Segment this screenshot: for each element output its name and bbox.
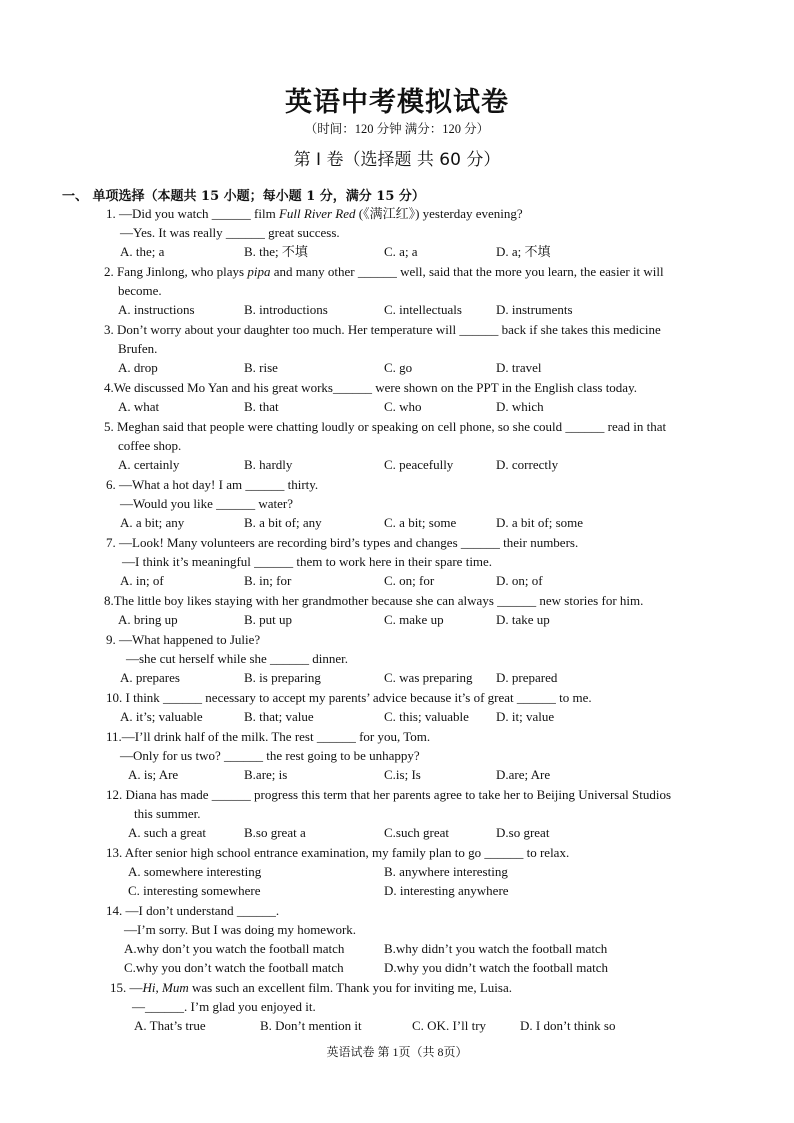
question-10-options bbox=[0, 707, 794, 726]
question-13-stem: 13. After senior high school entrance examination, my family plan to go ______ to relax. bbox=[106, 845, 570, 860]
question-5-options bbox=[0, 455, 794, 474]
question-5-stem: 5. Meghan said that people were chatting loudly or speaking on cell phone, so she could ______ read in that bbox=[104, 419, 667, 434]
option-c: C. OK. I’ll try bbox=[412, 1018, 487, 1033]
question-2-stem: 2. Fang Jinlong, who plays pipa and many other ______ well, said that the more you learn, the easier it will bbox=[104, 264, 664, 279]
option-b: B. rise bbox=[244, 360, 278, 375]
option-c: C. intellectuals bbox=[384, 302, 462, 317]
option-d: D.so great bbox=[496, 825, 550, 840]
question-1-stem: 1. —Did you watch ______ film Full River Red (《满江红》) yesterday evening? bbox=[106, 206, 523, 221]
pipa-term: pipa bbox=[247, 264, 271, 279]
question-9-options bbox=[0, 668, 794, 687]
option-b: B.are; is bbox=[244, 767, 288, 782]
question-1-options bbox=[0, 242, 794, 261]
option-a: A. certainly bbox=[118, 457, 180, 472]
question-9-line2: —she cut herself while she ______ dinner. bbox=[126, 651, 349, 666]
option-d: D. correctly bbox=[496, 457, 559, 472]
option-a: A. it’s; valuable bbox=[120, 709, 203, 724]
option-d: D. a bit of; some bbox=[496, 515, 584, 530]
option-b: B. put up bbox=[244, 612, 293, 627]
option-a: A. drop bbox=[118, 360, 158, 375]
option-c: C. a bit; some bbox=[384, 515, 457, 530]
question-13-options-row1 bbox=[0, 862, 794, 881]
question-4-stem: 4.We discussed Mo Yan and his great works______ were shown on the PPT in the English class today. bbox=[104, 380, 637, 395]
option-b: B. introductions bbox=[244, 302, 328, 317]
option-c: C. this; valuable bbox=[384, 709, 469, 724]
option-b: B. in; for bbox=[244, 573, 292, 588]
volume-heading: 第 I 卷（选择题 共 60 分） bbox=[293, 150, 501, 170]
option-d: D. on; of bbox=[496, 573, 543, 588]
question-12-options bbox=[0, 823, 794, 842]
option-c: C.such great bbox=[384, 825, 449, 840]
question-14-options-row1 bbox=[0, 939, 794, 958]
option-d: D. take up bbox=[496, 612, 550, 627]
option-b: B. a bit of; any bbox=[244, 515, 322, 530]
option-c: C. go bbox=[384, 360, 413, 375]
question-3-line2: Brufen. bbox=[118, 341, 158, 356]
question-14-options-row2 bbox=[0, 958, 794, 977]
option-c: C. peacefully bbox=[384, 457, 454, 472]
option-d: D.why you didn’t watch the football match bbox=[384, 960, 608, 975]
section-heading: 一、 单项选择（本题共 15 小题；每小题 1 分，满分 15 分） bbox=[62, 189, 425, 204]
question-7-line2: —I think it’s meaningful ______ them to work here in their spare time. bbox=[122, 554, 493, 569]
option-c: C. on; for bbox=[384, 573, 435, 588]
question-7-options bbox=[0, 571, 794, 590]
option-b: B.why didn’t you watch the football match bbox=[384, 941, 608, 956]
question-10-stem: 10. I think ______ necessary to accept my parents’ advice because it’s of great ______ to me. bbox=[106, 690, 592, 705]
question-8-options bbox=[0, 610, 794, 629]
option-c: C. who bbox=[384, 399, 422, 414]
question-15-options bbox=[0, 1016, 794, 1035]
option-b: B. hardly bbox=[244, 457, 293, 472]
exam-time-score: （时间：120 分钟 满分：120 分） bbox=[304, 122, 490, 136]
option-c: C.is; Is bbox=[384, 767, 421, 782]
question-5-line2: coffee shop. bbox=[118, 438, 182, 453]
option-a: A. is; Are bbox=[128, 767, 179, 782]
question-12-stem: 12. Diana has made ______ progress this term that her parents agree to take her to Beijing Universal Studios bbox=[106, 787, 671, 802]
option-a: A. prepares bbox=[120, 670, 180, 685]
option-b: B. that; value bbox=[244, 709, 314, 724]
question-14-line2: —I’m sorry. But I was doing my homework. bbox=[124, 922, 357, 937]
option-a: A. instructions bbox=[118, 302, 195, 317]
option-b: B. anywhere interesting bbox=[384, 864, 508, 879]
question-15-line2: —______. I’m glad you enjoyed it. bbox=[132, 999, 316, 1014]
question-13-options-row2 bbox=[0, 881, 794, 900]
film-title: Full River Red bbox=[278, 206, 356, 221]
question-7-stem: 7. —Look! Many volunteers are recording bird’s types and changes ______ their numbers. bbox=[106, 535, 579, 550]
question-11-line2: —Only for us two? ______ the rest going to be unhappy? bbox=[120, 748, 420, 763]
question-6-line2: —Would you like ______ water? bbox=[120, 496, 293, 511]
option-a: A. what bbox=[118, 399, 160, 414]
question-11-options bbox=[0, 765, 794, 784]
question-4-options bbox=[0, 397, 794, 416]
option-b: B. Don’t mention it bbox=[260, 1018, 362, 1033]
question-6-stem: 6. —What a hot day! I am ______ thirty. bbox=[106, 477, 319, 492]
option-d: D. interesting anywhere bbox=[384, 883, 509, 898]
option-d: D. a; 不填 bbox=[496, 244, 551, 259]
option-d: D.are; Are bbox=[496, 767, 551, 782]
option-a: A. the; a bbox=[120, 244, 165, 259]
option-c: C. interesting somewhere bbox=[128, 883, 261, 898]
option-a: A. That’s true bbox=[134, 1018, 206, 1033]
option-b: B. that bbox=[244, 399, 279, 414]
option-d: D. I don’t think so bbox=[520, 1018, 616, 1033]
option-b: B. the; 不填 bbox=[244, 244, 308, 259]
option-a: A. in; of bbox=[120, 573, 164, 588]
option-a: A. such a great bbox=[128, 825, 206, 840]
option-d: D. travel bbox=[496, 360, 542, 375]
exam-title: 英语中考模拟试卷 bbox=[285, 87, 509, 118]
question-15-stem: 15. —Hi, Mum was such an excellent film. Thank you for inviting me, Luisa. bbox=[110, 980, 512, 995]
option-a: A.why don’t you watch the football match bbox=[124, 941, 345, 956]
option-a: A. bring up bbox=[118, 612, 178, 627]
option-a: A. a bit; any bbox=[120, 515, 185, 530]
question-12-line2: this summer. bbox=[134, 806, 201, 821]
question-3-stem: 3. Don’t worry about your daughter too much. Her temperature will ______ back if she takes this medicine bbox=[104, 322, 661, 337]
option-d: D. prepared bbox=[496, 670, 558, 685]
option-c: C. was preparing bbox=[384, 670, 473, 685]
question-2-options bbox=[0, 300, 794, 319]
option-a: A. somewhere interesting bbox=[128, 864, 262, 879]
question-9-stem: 9. —What happened to Julie? bbox=[106, 632, 261, 647]
option-d: D. which bbox=[496, 399, 544, 414]
question-6-options bbox=[0, 513, 794, 532]
option-d: D. it; value bbox=[496, 709, 555, 724]
option-b: B.so great a bbox=[244, 825, 306, 840]
option-c: C. a; a bbox=[384, 244, 418, 259]
option-d: D. instruments bbox=[496, 302, 573, 317]
film-title: Hi, Mum bbox=[142, 980, 189, 995]
question-11-stem: 11.—I’ll drink half of the milk. The rest ______ for you, Tom. bbox=[106, 729, 431, 744]
option-b: B. is preparing bbox=[244, 670, 321, 685]
option-c: C.why you don’t watch the football match bbox=[124, 960, 344, 975]
question-8-stem: 8.The little boy likes staying with her grandmother because she can always ______ new stories for him. bbox=[104, 593, 644, 608]
question-1-line2: —Yes. It was really ______ great success. bbox=[120, 225, 340, 240]
question-2-line2: become. bbox=[118, 283, 162, 298]
question-14-stem: 14. —I don’t understand ______. bbox=[106, 903, 280, 918]
page-footer: 英语试卷 第 1页（共 8页） bbox=[326, 1045, 468, 1059]
option-c: C. make up bbox=[384, 612, 444, 627]
question-3-options bbox=[0, 358, 794, 377]
